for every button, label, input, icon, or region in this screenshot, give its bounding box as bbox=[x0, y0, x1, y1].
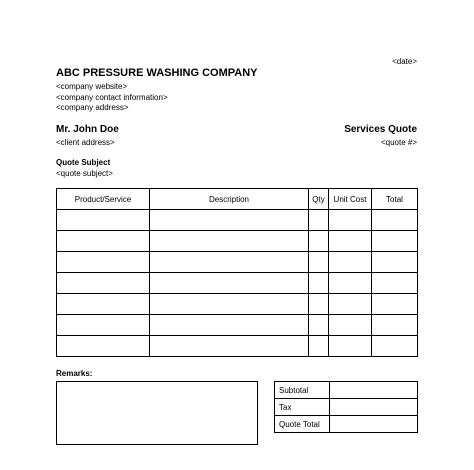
table-cell[interactable] bbox=[329, 210, 372, 231]
quote-subject-label: Quote Subject bbox=[56, 158, 111, 167]
table-row bbox=[57, 210, 418, 231]
column-header-unit-cost: Unit Cost bbox=[329, 189, 372, 210]
table-cell[interactable] bbox=[309, 231, 329, 252]
quote-type-title: Services Quote bbox=[344, 124, 417, 135]
column-header-qty: Qty bbox=[309, 189, 329, 210]
table-cell[interactable] bbox=[329, 252, 372, 273]
column-header-description: Description bbox=[150, 189, 309, 210]
table-cell[interactable] bbox=[309, 210, 329, 231]
table-cell[interactable] bbox=[372, 252, 418, 273]
table-cell[interactable] bbox=[372, 336, 418, 357]
table-cell[interactable] bbox=[150, 231, 309, 252]
table-cell[interactable] bbox=[329, 336, 372, 357]
table-cell[interactable] bbox=[57, 273, 150, 294]
table-cell[interactable] bbox=[329, 294, 372, 315]
table-cell[interactable] bbox=[372, 294, 418, 315]
company-website: <company website> bbox=[56, 82, 128, 91]
quote-total-value[interactable] bbox=[330, 416, 418, 433]
table-cell[interactable] bbox=[329, 231, 372, 252]
quote-total-label: Quote Total bbox=[275, 416, 330, 433]
client-name: Mr. John Doe bbox=[56, 124, 119, 135]
table-cell[interactable] bbox=[57, 315, 150, 336]
remarks-box[interactable] bbox=[56, 381, 258, 445]
table-cell[interactable] bbox=[150, 210, 309, 231]
table-cell[interactable] bbox=[329, 273, 372, 294]
table-cell[interactable] bbox=[150, 315, 309, 336]
table-cell[interactable] bbox=[309, 315, 329, 336]
table-cell[interactable] bbox=[57, 252, 150, 273]
table-cell[interactable] bbox=[309, 252, 329, 273]
quote-subject-value: <quote subject> bbox=[56, 169, 113, 178]
table-cell[interactable] bbox=[372, 210, 418, 231]
table-cell[interactable] bbox=[150, 273, 309, 294]
company-address: <company address> bbox=[56, 103, 129, 112]
table-cell[interactable] bbox=[150, 294, 309, 315]
column-header-product: Product/Service bbox=[57, 189, 150, 210]
company-name: ABC PRESSURE WASHING COMPANY bbox=[56, 67, 258, 79]
table-row bbox=[57, 294, 418, 315]
table-cell[interactable] bbox=[150, 336, 309, 357]
subtotal-value[interactable] bbox=[330, 382, 418, 399]
table-cell[interactable] bbox=[372, 231, 418, 252]
table-cell[interactable] bbox=[372, 315, 418, 336]
quote-date: <date> bbox=[392, 57, 417, 66]
totals-table bbox=[274, 381, 418, 433]
table-row bbox=[57, 315, 418, 336]
table-cell[interactable] bbox=[57, 210, 150, 231]
quote-total-row bbox=[275, 416, 418, 433]
table-row bbox=[57, 273, 418, 294]
quote-number: <quote #> bbox=[380, 138, 417, 147]
table-cell[interactable] bbox=[57, 336, 150, 357]
subtotal-label: Subtotal bbox=[275, 382, 330, 399]
tax-label: Tax bbox=[275, 399, 330, 416]
table-header-row bbox=[57, 189, 418, 210]
table-cell[interactable] bbox=[57, 231, 150, 252]
column-header-total: Total bbox=[372, 189, 418, 210]
table-row bbox=[57, 231, 418, 252]
table-cell[interactable] bbox=[57, 294, 150, 315]
table-cell[interactable] bbox=[329, 315, 372, 336]
table-cell[interactable] bbox=[309, 336, 329, 357]
tax-row bbox=[275, 399, 418, 416]
line-items-table bbox=[56, 188, 418, 357]
table-row bbox=[57, 252, 418, 273]
client-address: <client address> bbox=[56, 138, 115, 147]
table-cell[interactable] bbox=[309, 273, 329, 294]
subtotal-row bbox=[275, 382, 418, 399]
remarks-label: Remarks: bbox=[56, 369, 93, 378]
tax-value[interactable] bbox=[330, 399, 418, 416]
table-cell[interactable] bbox=[150, 252, 309, 273]
table-cell[interactable] bbox=[309, 294, 329, 315]
company-contact: <company contact information> bbox=[56, 93, 168, 102]
table-cell[interactable] bbox=[372, 273, 418, 294]
table-row bbox=[57, 336, 418, 357]
